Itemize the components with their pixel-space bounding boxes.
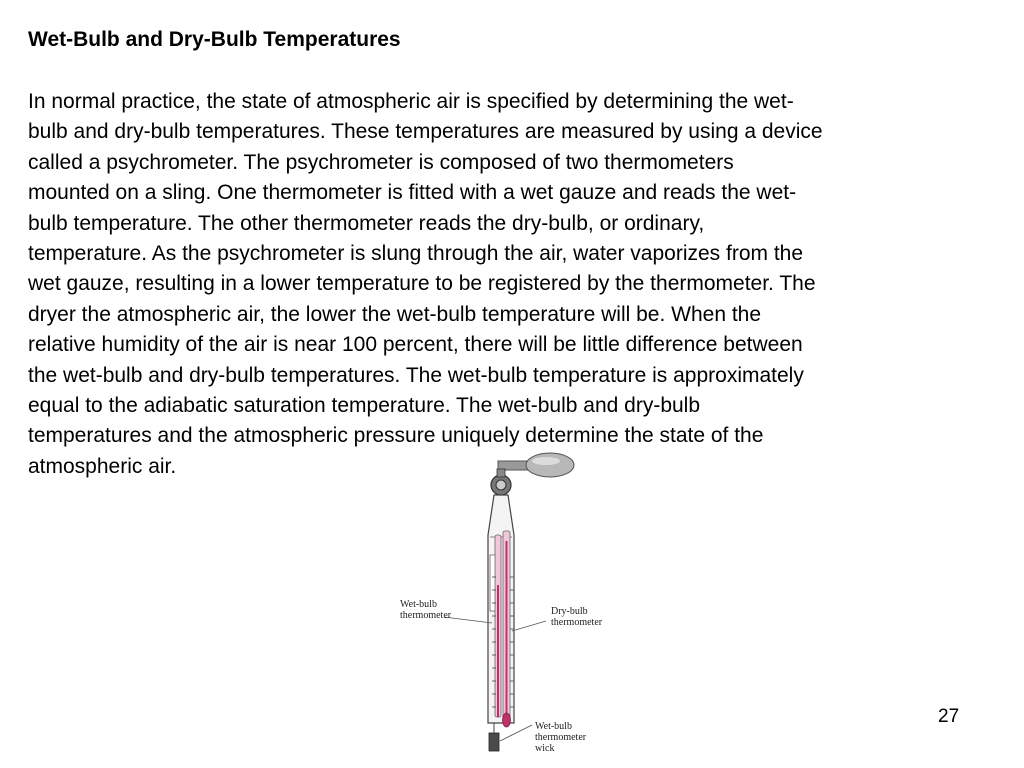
dry-bulb-thermometer [503, 531, 511, 727]
wet-bulb-thermometer [495, 535, 501, 717]
body-line: In normal practice, the state of atmospheric air is specified by determining the wet- [28, 90, 794, 113]
body-line: temperature. As the psychrometer is slung through the air, water vaporizes from the [28, 242, 804, 266]
body-line: called a psychrometer. The psychrometer is composed of two thermometers [28, 150, 734, 174]
body-line: bulb and dry-bulb temperatures. These temperatures are measured by using a device [28, 120, 823, 144]
page-number: 27 [938, 706, 960, 727]
body-line: mounted on a sling. One thermometer is fitted with a wet gauze and reads the wet- [28, 181, 797, 205]
wet-bulb-label-line2: thermometer [400, 610, 452, 621]
wet-bulb-label-line1: Wet-bulb [400, 599, 437, 610]
body-line: atmospheric air. [28, 454, 177, 478]
slide-body-paragraph [28, 87, 1008, 482]
dry-bulb-leader-line [512, 621, 546, 631]
body-line: the wet-bulb and dry-bulb temperatures. The wet-bulb temperature is approximately [28, 363, 804, 387]
body-line: equal to the adiabatic saturation temperature. The wet-bulb and dry-bulb [28, 394, 701, 418]
sling-handle [498, 453, 574, 477]
wick-leader-line [500, 725, 532, 741]
body-line: relative humidity of the air is near 100 percent, there will be little difference between [28, 333, 803, 357]
wick-label-line3: wick [535, 743, 555, 754]
body-line: temperatures and the atmospheric pressure uniquely determine the state of the [28, 424, 764, 448]
dry-bulb-label-line2: thermometer [551, 617, 603, 628]
dry-bulb-label-line1: Dry-bulb [551, 606, 588, 617]
wet-bulb-leader-line [444, 617, 492, 623]
psychrometer-figure [380, 445, 640, 765]
slide-title: Wet-Bulb and Dry-Bulb Temperatures [28, 28, 401, 51]
body-line: wet gauze, resulting in a lower temperature to be registered by the thermometer. The [28, 272, 816, 296]
psychrometer-diagram [380, 445, 640, 765]
wick-label-line2: thermometer [535, 732, 587, 743]
body-line: dryer the atmospheric air, the lower the wet-bulb temperature will be. When the [28, 302, 762, 326]
pivot-joint [491, 469, 511, 495]
wick-label-line1: Wet-bulb [535, 721, 572, 732]
body-line: bulb temperature. The other thermometer reads the dry-bulb, or ordinary, [28, 211, 705, 235]
wet-bulb-wick [489, 733, 499, 751]
